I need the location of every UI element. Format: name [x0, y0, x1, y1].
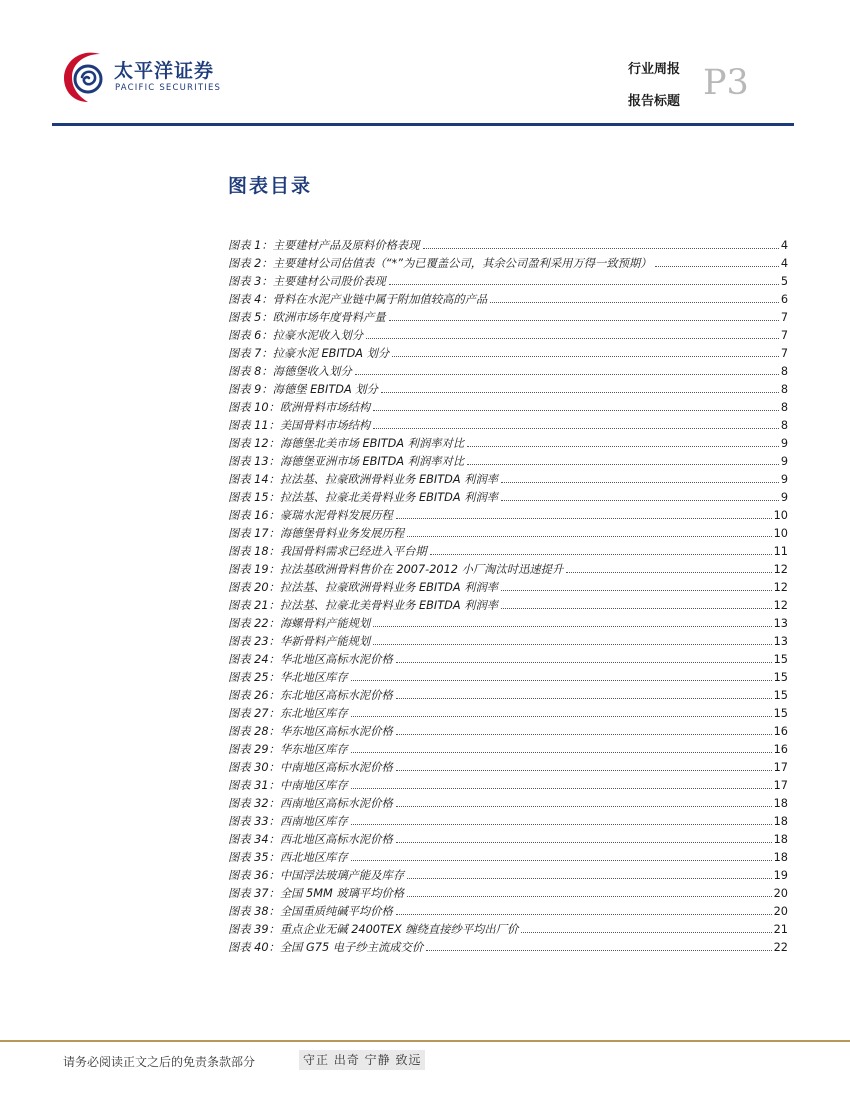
- toc-entry-page: 17: [773, 779, 788, 792]
- logo-chinese-name: 太平洋证券: [114, 60, 215, 82]
- toc-dot-leader: [366, 338, 779, 339]
- toc-entry-label: 图表 20：拉法基、拉豪欧洲骨料业务 EBITDA 利润率: [228, 581, 499, 594]
- toc-dot-leader: [396, 518, 772, 519]
- toc-entry-label: 图表 1：主要建材产品及原料价格表现: [228, 239, 420, 252]
- toc-entry[interactable]: [228, 507, 788, 525]
- toc-entry[interactable]: [228, 777, 788, 795]
- toc-entry-page: 8: [780, 401, 788, 414]
- toc-entry-label: 图表 7：拉豪水泥 EBITDA 划分: [228, 347, 390, 360]
- toc-dot-leader: [423, 248, 779, 249]
- toc-entry[interactable]: [228, 705, 788, 723]
- toc-entry-label: 图表 25：华北地区库存: [228, 671, 348, 684]
- toc-entry-label: 图表 2：主要建材公司估值表（“*”为已覆盖公司，其余公司盈利采用万得一致预期）: [228, 257, 652, 270]
- toc-entry-page: 18: [773, 833, 788, 846]
- toc-entry[interactable]: [228, 561, 788, 579]
- toc-entry-page: 20: [773, 887, 788, 900]
- toc-dot-leader: [407, 896, 772, 897]
- toc-dot-leader: [467, 464, 779, 465]
- toc-dot-leader: [351, 860, 772, 861]
- toc-entry-label: 图表 3：主要建材公司股价表现: [228, 275, 386, 288]
- toc-dot-leader: [389, 284, 779, 285]
- toc-entry-label: 图表 9：海德堡 EBITDA 划分: [228, 383, 378, 396]
- toc-dot-leader: [373, 626, 771, 627]
- toc-entry-label: 图表 24：华北地区高标水泥价格: [228, 653, 393, 666]
- toc-dot-leader: [373, 410, 779, 411]
- toc-entry-page: 5: [780, 275, 788, 288]
- toc-entry-page: 7: [780, 329, 788, 342]
- toc-entry[interactable]: [228, 255, 788, 273]
- toc-entry-label: 图表 15：拉法基、拉豪北美骨料业务 EBITDA 利润率: [228, 491, 499, 504]
- toc-entry-label: 图表 12：海德堡北美市场 EBITDA 利润率对比: [228, 437, 465, 450]
- toc-dot-leader: [351, 752, 772, 753]
- toc-entry-label: 图表 4：骨料在水泥产业链中属于附加值较高的产品: [228, 293, 488, 306]
- toc-entry-label: 图表 6：拉豪水泥收入划分: [228, 329, 364, 342]
- toc-entry-label: 图表 34：西北地区高标水泥价格: [228, 833, 393, 846]
- toc-entry-page: 18: [773, 797, 788, 810]
- toc-entry-page: 15: [773, 671, 788, 684]
- toc-entry-page: 13: [773, 635, 788, 648]
- toc-dot-leader: [490, 302, 779, 303]
- toc-entry[interactable]: [228, 291, 788, 309]
- toc-dot-leader: [407, 536, 772, 537]
- footer-divider: [0, 1040, 850, 1042]
- toc-entry-page: 7: [780, 311, 788, 324]
- toc-dot-leader: [396, 806, 772, 807]
- toc-entry-label: 图表 14：拉法基、拉豪欧洲骨料业务 EBITDA 利润率: [228, 473, 499, 486]
- toc-entry[interactable]: [228, 885, 788, 903]
- toc-entry[interactable]: [228, 309, 788, 327]
- toc-entry-label: 图表 35：西北地区库存: [228, 851, 348, 864]
- toc-entry-page: 12: [773, 599, 788, 612]
- toc-entry[interactable]: [228, 921, 788, 939]
- toc-entry-label: 图表 28：华东地区高标水泥价格: [228, 725, 393, 738]
- toc-entry-page: 19: [773, 869, 788, 882]
- toc-entry-label: 图表 21：拉法基、拉豪北美骨料业务 EBITDA 利润率: [228, 599, 499, 612]
- toc-entry[interactable]: [228, 723, 788, 741]
- toc-entry-page: 18: [773, 851, 788, 864]
- toc-entry-page: 8: [780, 383, 788, 396]
- toc-dot-leader: [430, 554, 772, 555]
- toc-entry[interactable]: [228, 453, 788, 471]
- toc-entry[interactable]: [228, 471, 788, 489]
- toc-entry-page: 12: [773, 563, 788, 576]
- toc-dot-leader: [501, 482, 779, 483]
- footer-disclaimer: 请务必阅读正文之后的免责条款部分: [63, 1055, 256, 1069]
- toc-entry-label: 图表 19：拉法基欧洲骨料售价在 2007-2012 小厂淘汰时迅速提升: [228, 563, 564, 576]
- toc-entry[interactable]: [228, 327, 788, 345]
- toc-dot-leader: [426, 950, 771, 951]
- toc-entry-label: 图表 16：豪瑞水泥骨料发展历程: [228, 509, 393, 522]
- toc-dot-leader: [407, 878, 772, 879]
- toc-entry[interactable]: [228, 237, 788, 255]
- toc-entry[interactable]: [228, 417, 788, 435]
- pacific-securities-logo-icon: [60, 46, 110, 106]
- toc-dot-leader: [396, 734, 772, 735]
- toc-entry-label: 图表 29：华东地区库存: [228, 743, 348, 756]
- toc-heading: 图表目录: [228, 175, 313, 197]
- toc-entry[interactable]: [228, 273, 788, 291]
- toc-entry-page: 9: [780, 491, 788, 504]
- toc-entry-label: 图表 18：我国骨料需求已经进入平台期: [228, 545, 427, 558]
- toc-entry-label: 图表 40：全国 G75 电子纱主流成交价: [228, 941, 424, 954]
- toc-dot-leader: [521, 932, 771, 933]
- toc-entry-label: 图表 37：全国 5MM 玻璃平均价格: [228, 887, 405, 900]
- toc-entry[interactable]: [228, 435, 788, 453]
- toc-entry[interactable]: [228, 363, 788, 381]
- toc-entry[interactable]: [228, 525, 788, 543]
- toc-entry-label: 图表 5：欧洲市场年度骨料产量: [228, 311, 386, 324]
- toc-entry-page: 7: [780, 347, 788, 360]
- toc-entry-page: 4: [780, 239, 788, 252]
- toc-entry-label: 图表 38：全国重质纯碱平均价格: [228, 905, 393, 918]
- toc-entry-label: 图表 11：美国骨料市场结构: [228, 419, 371, 432]
- toc-dot-leader: [467, 446, 779, 447]
- toc-entry[interactable]: [228, 831, 788, 849]
- page-number: P3: [703, 63, 749, 103]
- company-logo: [60, 46, 230, 106]
- toc-entry-label: 图表 30：中南地区高标水泥价格: [228, 761, 393, 774]
- toc-entry-page: 16: [773, 743, 788, 756]
- toc-entry[interactable]: [228, 651, 788, 669]
- toc-entry-page: 6: [780, 293, 788, 306]
- toc-entry-label: 图表 39：重点企业无碱 2400TEX 缠绕直接纱平均出厂价: [228, 923, 519, 936]
- toc-dot-leader: [396, 698, 772, 699]
- toc-entry-page: 9: [780, 437, 788, 450]
- toc-entry[interactable]: [228, 543, 788, 561]
- toc-entry-page: 11: [773, 545, 788, 558]
- toc-dot-leader: [373, 644, 771, 645]
- toc-entry[interactable]: [228, 399, 788, 417]
- toc-entry-page: 13: [773, 617, 788, 630]
- toc-dot-leader: [351, 824, 772, 825]
- toc-entry-page: 20: [773, 905, 788, 918]
- toc-entry-page: 15: [773, 707, 788, 720]
- toc-dot-leader: [351, 680, 772, 681]
- toc-dot-leader: [396, 770, 772, 771]
- toc-entry-page: 12: [773, 581, 788, 594]
- toc-entry[interactable]: [228, 633, 788, 651]
- toc-entry[interactable]: [228, 849, 788, 867]
- toc-entry-page: 10: [773, 509, 788, 522]
- toc-entry[interactable]: [228, 867, 788, 885]
- toc-entry[interactable]: [228, 759, 788, 777]
- toc-dot-leader: [501, 500, 779, 501]
- toc-list: [228, 237, 788, 957]
- toc-entry[interactable]: [228, 345, 788, 363]
- toc-entry-page: 4: [780, 257, 788, 270]
- toc-dot-leader: [655, 266, 779, 267]
- toc-entry-page: 16: [773, 725, 788, 738]
- toc-entry[interactable]: [228, 687, 788, 705]
- toc-entry-label: 图表 27：东北地区库存: [228, 707, 348, 720]
- toc-dot-leader: [566, 572, 771, 573]
- toc-entry-page: 8: [780, 365, 788, 378]
- toc-entry-page: 17: [773, 761, 788, 774]
- toc-entry-label: 图表 31：中南地区库存: [228, 779, 348, 792]
- toc-entry-page: 8: [780, 419, 788, 432]
- toc-dot-leader: [355, 374, 779, 375]
- toc-entry[interactable]: [228, 741, 788, 759]
- toc-entry-label: 图表 17：海德堡骨料业务发展历程: [228, 527, 405, 540]
- toc-entry[interactable]: [228, 489, 788, 507]
- toc-dot-leader: [501, 590, 772, 591]
- toc-entry[interactable]: [228, 597, 788, 615]
- toc-entry[interactable]: [228, 579, 788, 597]
- toc-dot-leader: [389, 320, 779, 321]
- toc-dot-leader: [396, 662, 772, 663]
- toc-entry-label: 图表 10：欧洲骨料市场结构: [228, 401, 371, 414]
- toc-entry[interactable]: [228, 813, 788, 831]
- toc-entry-label: 图表 22：海螺骨料产能规划: [228, 617, 371, 630]
- toc-entry-page: 21: [773, 923, 788, 936]
- toc-dot-leader: [381, 392, 779, 393]
- toc-entry-label: 图表 36：中国浮法玻璃产能及库存: [228, 869, 405, 882]
- toc-dot-leader: [501, 608, 772, 609]
- toc-dot-leader: [396, 842, 772, 843]
- toc-dot-leader: [396, 914, 772, 915]
- toc-entry[interactable]: [228, 903, 788, 921]
- toc-entry-page: 9: [780, 455, 788, 468]
- toc-dot-leader: [351, 788, 772, 789]
- toc-entry[interactable]: [228, 381, 788, 399]
- toc-entry[interactable]: [228, 669, 788, 687]
- toc-entry-label: 图表 23：华新骨料产能规划: [228, 635, 371, 648]
- toc-entry-label: 图表 32：西南地区高标水泥价格: [228, 797, 393, 810]
- toc-entry-label: 图表 13：海德堡亚洲市场 EBITDA 利润率对比: [228, 455, 465, 468]
- toc-dot-leader: [392, 356, 779, 357]
- toc-entry-page: 18: [773, 815, 788, 828]
- header-divider: [52, 123, 794, 126]
- toc-entry-page: 9: [780, 473, 788, 486]
- toc-entry-page: 15: [773, 653, 788, 666]
- toc-entry-label: 图表 33：西南地区库存: [228, 815, 348, 828]
- toc-entry-page: 15: [773, 689, 788, 702]
- report-type: 行业周报: [628, 62, 681, 77]
- report-title: 报告标题: [628, 94, 681, 109]
- toc-dot-leader: [351, 716, 772, 717]
- footer-motto: 守正 出奇 宁静 致远: [299, 1050, 425, 1070]
- toc-entry[interactable]: [228, 615, 788, 633]
- toc-dot-leader: [373, 428, 779, 429]
- toc-entry[interactable]: [228, 939, 788, 957]
- logo-english-name: PACIFIC SECURITIES: [115, 83, 222, 93]
- toc-entry-label: 图表 26：东北地区高标水泥价格: [228, 689, 393, 702]
- toc-entry[interactable]: [228, 795, 788, 813]
- toc-entry-page: 22: [773, 941, 788, 954]
- toc-entry-page: 10: [773, 527, 788, 540]
- toc-entry-label: 图表 8：海德堡收入划分: [228, 365, 352, 378]
